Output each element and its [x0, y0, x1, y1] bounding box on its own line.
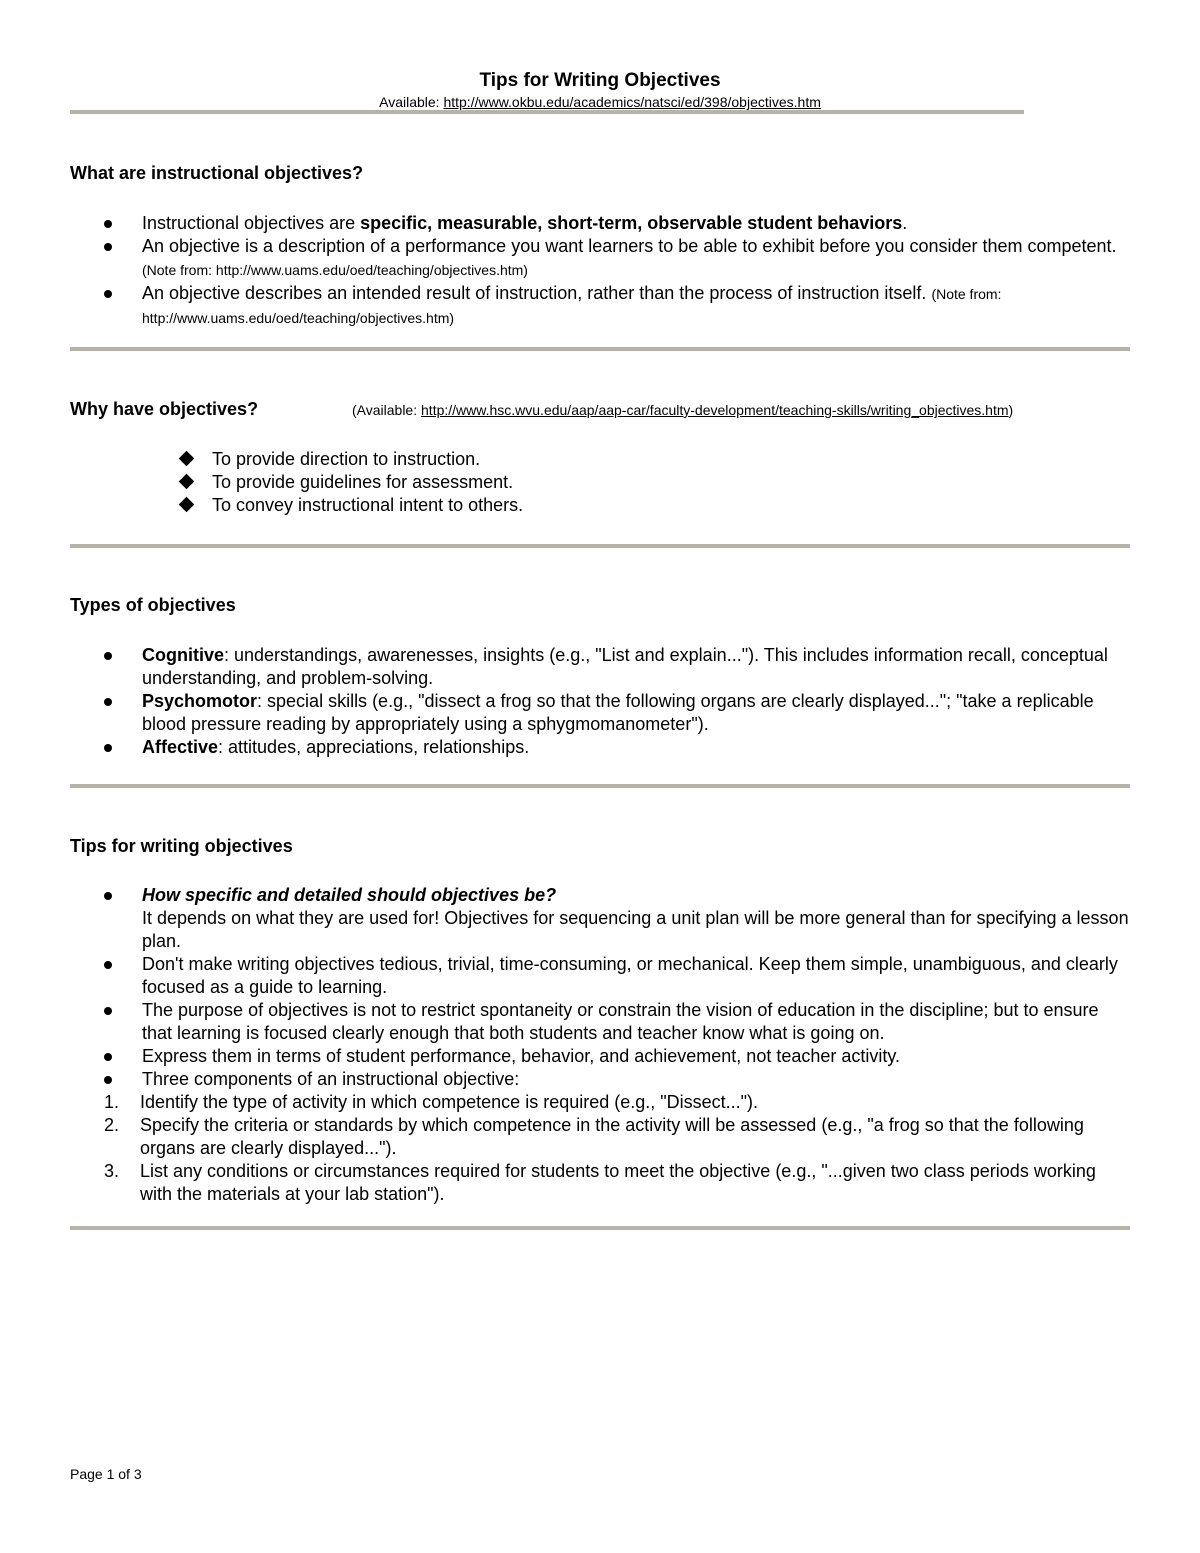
numbered-item: 2. Specify the criteria or standards by which competence in the activity will be assessed (e.g., "a frog so that the following organs are clearly displayed..."). [104, 1115, 1084, 1158]
list-item: To provide direction to instruction. [178, 448, 523, 471]
why-objectives-list [178, 448, 523, 517]
item-number: 2. [104, 1115, 120, 1135]
section-heading-types: Types of objectives [70, 595, 236, 615]
list-item: Three components of an instructional objective: 1. Identify the type of activity in which competence is required (e.g., "Dissect..."). 2. Specify the criteria or standards by which competence in the activity will be assessed (e.g., "a frog so that the following organs are clearly displayed..."). 3. List any conditions or circumstances required for students to meet the objective (e.g., "...given two class periods working with the materials at your lab station"). [70, 1068, 1130, 1206]
diamond-bullet-icon [179, 497, 195, 513]
section-heading-instructional-objectives: What are instructional objectives? [70, 163, 364, 183]
bullet-icon [104, 1076, 112, 1084]
question-heading: How specific and detailed should objectives be? [142, 885, 557, 905]
list-item: Psychomotor: special skills (e.g., "dissect a frog so that the following organs are clearly displayed..."; "take a replicable blood pressure reading by appropriately using a sphygmomanometer"). [70, 690, 1130, 736]
diamond-bullet-icon [179, 451, 195, 467]
list-item: To provide guidelines for assessment. [178, 471, 523, 494]
list-item: An objective describes an intended result of instruction, rather than the process of instruction itself. (Note from: http://www.uams.edu/oed/teaching/objectives.htm) [70, 282, 1130, 330]
bullet-icon [104, 1007, 112, 1015]
numbered-item: 3. List any conditions or circumstances required for students to meet the objective (e.g., "...given two class periods working with the materials at your lab station"). [104, 1161, 1096, 1204]
source-line [0, 94, 1200, 110]
source-link[interactable]: http://www.hsc.wvu.edu/aap/aap-car/faculty-development/teaching-skills/writing_objectives.htm [421, 402, 1009, 418]
item-number: 3. [104, 1161, 120, 1181]
header-divider [70, 110, 1024, 114]
types-list [70, 644, 1130, 759]
available-note: (Available: http://www.hsc.wvu.edu/aap/aap-car/faculty-development/teaching-skills/writing_objectives.htm) [352, 402, 1014, 418]
page-number: Page 1 of 3 [70, 1466, 142, 1482]
bullet-icon [104, 744, 112, 752]
page-title: Tips for Writing Objectives [479, 70, 721, 91]
term: Psychomotor [142, 691, 258, 711]
list-item: To convey instructional intent to others. [178, 494, 523, 517]
term: Affective [142, 737, 219, 757]
components-list [70, 1091, 1130, 1206]
available-label: Available: [379, 94, 444, 110]
bullet-icon [104, 892, 112, 900]
bullet-icon [104, 698, 112, 706]
list-item: Express them in terms of student performance, behavior, and achievement, not teacher activity. [70, 1045, 1130, 1068]
section-divider [70, 1226, 1130, 1230]
bullet-icon [104, 1053, 112, 1061]
list-item: Instructional objectives are specific, measurable, short-term, observable student behaviors. [70, 212, 1130, 235]
instructional-objectives-list [70, 212, 1130, 330]
tips-list [70, 884, 1130, 1206]
bullet-icon [104, 961, 112, 969]
bold-phrase: specific, measurable, short-term, observable student behaviors [360, 213, 903, 233]
bullet-icon [104, 243, 112, 251]
section-divider [70, 544, 1130, 548]
section-heading-why-objectives: Why have objectives? [70, 399, 259, 419]
list-item: The purpose of objectives is not to restrict spontaneity or constrain the vision of education in the discipline; but to ensure that learning is focused clearly enough that both students and teacher know what is going on. [70, 999, 1130, 1045]
section-divider [70, 784, 1130, 788]
section-divider [70, 347, 1130, 351]
list-item: Don't make writing objectives tedious, trivial, time-consuming, or mechanical. Keep them simple, unambiguous, and clearly focused as a guide to learning. [70, 953, 1130, 999]
section-heading-tips: Tips for writing objectives [70, 836, 293, 856]
source-link[interactable]: http://www.okbu.edu/academics/natsci/ed/398/objectives.htm [443, 94, 821, 110]
item-number: 1. [104, 1092, 120, 1112]
source-note: (Note from: http://www.uams.edu/oed/teaching/objectives.htm) [142, 262, 528, 278]
list-item: Affective: attitudes, appreciations, relationships. [70, 736, 1130, 759]
list-item: Cognitive: understandings, awarenesses, insights (e.g., "List and explain..."). This includes information recall, conceptual understanding, and problem-solving. [70, 644, 1130, 690]
bullet-icon [104, 290, 112, 298]
diamond-bullet-icon [179, 474, 195, 490]
list-item: How specific and detailed should objectives be? It depends on what they are used for! Objectives for sequencing a unit plan will be more general than for specifying a lesson plan. [70, 884, 1130, 953]
source-note: (Note from: http://www.uams.edu/oed/teaching/objectives.htm) [142, 286, 1002, 326]
bullet-icon [104, 220, 112, 228]
term: Cognitive [142, 645, 225, 665]
bullet-icon [104, 652, 112, 660]
list-item: An objective is a description of a performance you want learners to be able to exhibit before you consider them competent. (Note from: http://www.uams.edu/oed/teaching/objectives.htm) [70, 235, 1130, 282]
numbered-item: 1. Identify the type of activity in which competence is required (e.g., "Dissect..."). [104, 1092, 759, 1112]
